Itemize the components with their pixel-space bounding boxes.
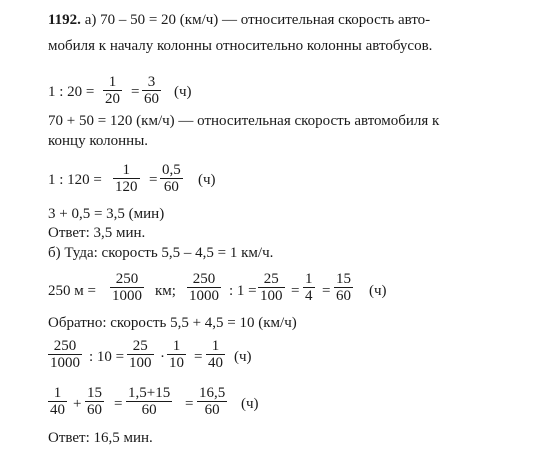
eq5-fraction-2: [85, 385, 104, 418]
eq1-f1-num: 1: [108, 74, 117, 90]
eq2-f1-num: 1: [122, 162, 130, 178]
eq3-divide: : 1 =: [229, 283, 257, 299]
eq4-f1-num: 250: [53, 338, 77, 354]
eq1-f2-den: 60: [144, 91, 159, 107]
eq3-f5-den: 60: [336, 288, 351, 304]
answer-line: Ответ: 16,5 мин.: [48, 430, 153, 446]
eq4-f3-num: 1: [172, 338, 181, 354]
problem-line-8: Обратно: скорость 5,5 + 4,5 = 10 (км/ч): [48, 315, 297, 331]
eq5-f4-num: 16,5: [199, 385, 226, 401]
eq5-f1-den: 40: [50, 402, 65, 418]
eq1-f2-num: 3: [147, 74, 156, 90]
eq3-fraction-5: [334, 271, 353, 304]
eq3-f4-num: 1: [305, 271, 313, 287]
problem-text-a1: а) 70 – 50 = 20 (км/ч) — относительная скорость авто-: [80, 12, 431, 28]
eq1-unit: (ч): [174, 84, 192, 100]
eq2-f1-den: 120: [115, 179, 138, 195]
eq4-f4-num: 1: [211, 338, 220, 354]
eq5-fraction-4: [197, 385, 227, 418]
eq1-lhs: 1 : 20 =: [48, 84, 95, 100]
eq3-f3-den: 100: [260, 288, 283, 304]
eq3-fraction-4: [303, 271, 315, 304]
eq1-f1-den: 20: [105, 91, 120, 107]
eq4-f2-num: 25: [132, 338, 148, 354]
eq5-f2-num: 15: [87, 385, 102, 401]
eq3-f5-num: 15: [336, 271, 351, 287]
eq2-equals: =: [149, 172, 158, 188]
eq3-f2-den: 1000: [189, 288, 219, 304]
problem-line-5: 3 + 0,5 = 3,5 (мин): [48, 206, 165, 222]
eq4-fraction-3: [167, 338, 186, 371]
eq2-fraction-1: [113, 162, 140, 195]
eq2-fraction-2: [160, 162, 183, 195]
eq3-fraction-3: [258, 271, 285, 304]
eq5-fraction-1: [48, 385, 67, 418]
problem-line-7: б) Туда: скорость 5,5 – 4,5 = 1 км/ч.: [48, 245, 274, 261]
eq3-equals-b: =: [322, 283, 331, 299]
eq4-f4-den: 40: [208, 355, 223, 371]
eq3-f1-num: 250: [115, 271, 139, 287]
eq4-fraction-2: [127, 338, 154, 371]
eq4-unit: (ч): [234, 349, 252, 365]
eq5-plus: +: [73, 396, 82, 412]
eq5-f2-den: 60: [87, 402, 102, 418]
eq5-equals-a: =: [114, 396, 123, 412]
eq2-lhs: 1 : 120 =: [48, 172, 102, 188]
eq5-fraction-3: [126, 385, 172, 418]
eq5-f3-num: 1,5+15: [128, 385, 171, 401]
eq3-km: км;: [155, 283, 176, 299]
eq3-f1-den: 1000: [112, 288, 142, 304]
problem-line-2: мобиля к началу колонны относительно колонны автобусов.: [48, 38, 433, 54]
problem-number: 1192.: [48, 12, 81, 28]
eq2-f2-den: 60: [160, 178, 183, 195]
eq5-unit: (ч): [241, 396, 259, 412]
eq4-fraction-1: [48, 338, 82, 371]
eq2-unit: (ч): [198, 172, 216, 188]
eq4-dot: ·: [160, 349, 165, 365]
eq3-unit: (ч): [369, 283, 387, 299]
eq5-equals-b: =: [185, 396, 194, 412]
eq3-fraction-2: [187, 271, 221, 304]
eq4-f3-den: 10: [169, 355, 184, 371]
eq3-fraction-1: [110, 271, 144, 304]
eq4-f1-den: 1000: [50, 355, 80, 371]
eq5-f4-den: 60: [197, 401, 227, 418]
eq3-f4-den: 4: [305, 288, 313, 304]
problem-line-4: концу колонны.: [48, 133, 149, 149]
problem-line-1: [48, 12, 430, 29]
problem-line-3: 70 + 50 = 120 (км/ч) — относительная скорость автомобиля к: [48, 113, 440, 129]
eq5-f1-num: 1: [53, 385, 62, 401]
eq1-fraction-2: [142, 74, 161, 107]
eq3-f3-num: 25: [263, 271, 279, 287]
eq2-f2-num: 0,5: [162, 162, 181, 178]
eq3-equals-a: =: [291, 283, 300, 299]
eq1-equals: =: [131, 84, 140, 100]
eq4-equals: =: [194, 349, 203, 365]
eq4-divide: : 10 =: [89, 349, 125, 365]
eq5-f3-den: 60: [126, 401, 172, 418]
eq4-f2-den: 100: [129, 355, 152, 371]
eq3-f2-num: 250: [192, 271, 216, 287]
eq3-lhs: 250 м =: [48, 283, 96, 299]
eq1-fraction-1: [103, 74, 122, 107]
problem-line-6: Ответ: 3,5 мин.: [48, 225, 146, 241]
eq4-fraction-4: [206, 338, 225, 371]
